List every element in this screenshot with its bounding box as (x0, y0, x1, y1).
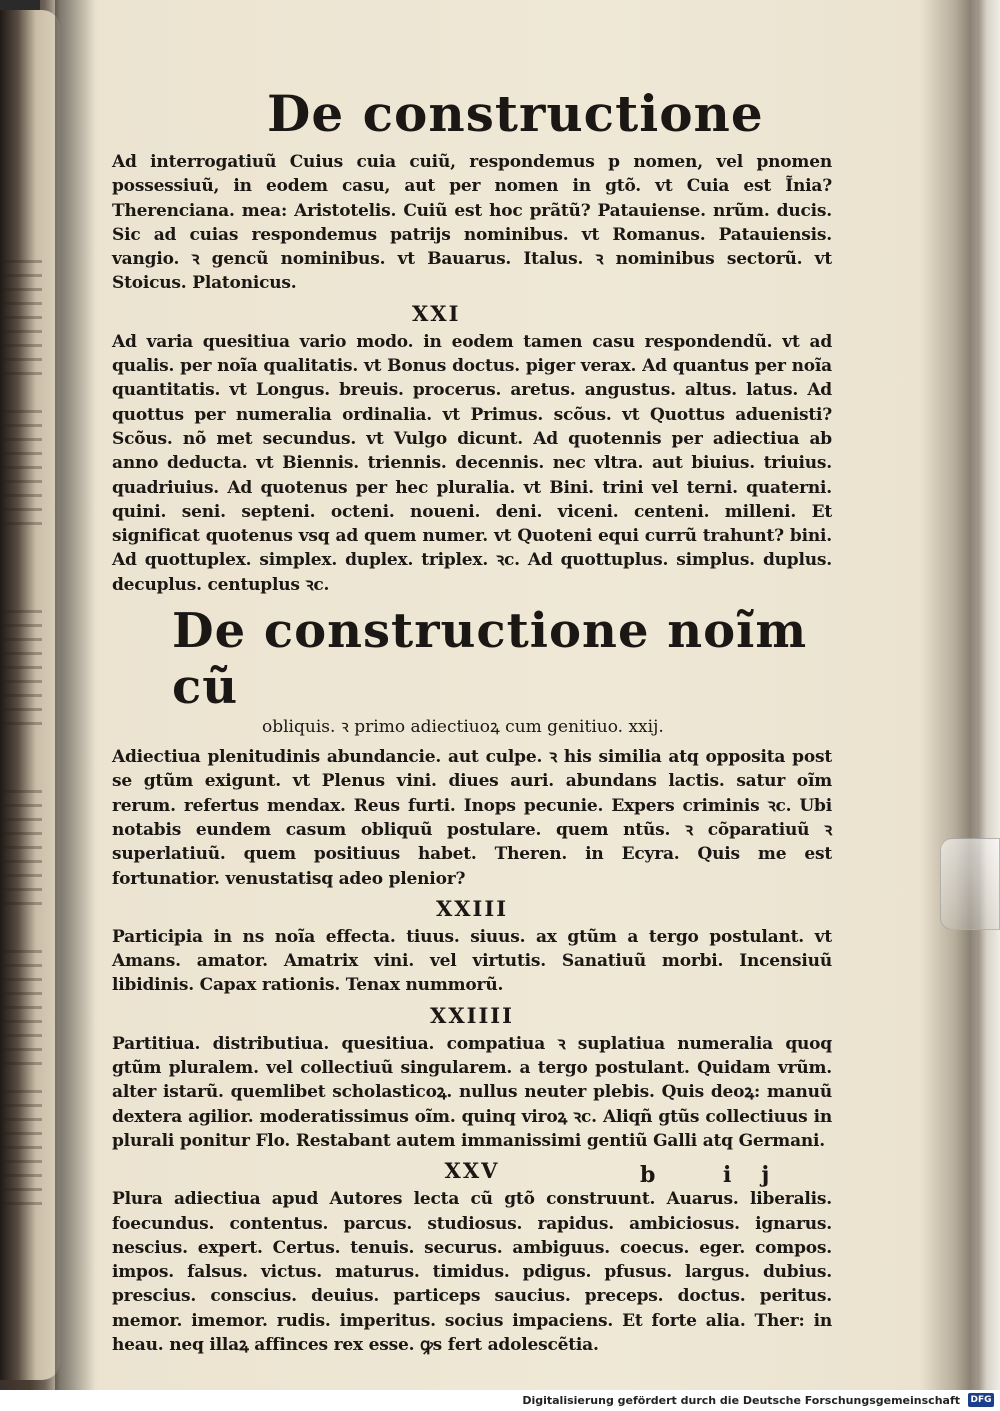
signature-mark: b ij (640, 1162, 800, 1188)
dfg-logo: DFG (968, 1393, 994, 1407)
paragraph: Ad interrogatiuũ Cuius cuia cuiũ, respondemus p nomen, vel pnomen possessiuũ, in eodem casu, aut per nomen in gtõ. vt Cuia est Ĩnia? Therenciana. mea: Aristotelis. Cuiũ est hoc prãtũ? Patauiense. nrũm. ducis. Sic ad cuias respondemus patrijs nominibus. vt Romanus. Patauiensis. vangio. ꝛ gencũ nominibus. vt Bauarus. Italus. ꝛ nominibus sectorũ. vt Stoicus. Platonicus. (112, 152, 832, 294)
paragraph: Participia in ns noĩa effecta. tiuus. siuus. ax gtũm a tergo postulant. vt Amans. amator. Amatrix vini. vel virtutis. Sanatiuũ morbi. Incensiuũ libidinis. Capax rationis. Tenax nummorũ. (112, 926, 832, 996)
page-clip (940, 838, 1000, 930)
section-number: XXIII (435, 895, 509, 921)
paragraph: Plura adiectiua apud Autores lecta cũ gtõ construunt. Auarus. liberalis. foecundus. contentus. parcus. studiosus. rapidus. ambiciosus. ignarus. nescius. expert. Certus. tenuis. securus. ambiguus. coecus. eger. compos. impos. falsus. victus. maturus. timidus. pdigus. pfusus. largus. dubius. prescius. conscius. deuius. particeps saucius. preceps. doctus. peritus. memor. imemor. rudis. imperitus. socius impaciens. Et forte alia. Ther: in heau. neq illaꝝ affinces rex esse. ꝙs fert adolescẽtia. (112, 1189, 832, 1355)
paragraph: Partitiua. distributiua. quesitiua. compatiua ꝛ suplatiua numeralia quoq gtũm pluralem. vel collectiuũ singularem. a tergo postulant. Quidam vrũm. alter istarũ. quemlibet scholasticoꝝ. nullus neuter plebis. Quis deoꝝ: manuũ dextera agilior. moderatissimus oĩm. quinq viroꝝ ꝛc. Aliqñ gtũs collectiuus in plurali ponitur Flo. Restabant autem immanissimi gentiũ Galli atq Germani. (112, 1033, 832, 1151)
page-right-edge (978, 0, 1000, 1390)
heading-de-constructione-nominum: De constructione noĩm cũ (172, 603, 808, 716)
paragraph: Ad varia quesitiua vario modo. in eodem tamen casu respondendũ. vt ad qualis. per noĩa qualitatis. vt Bonus doctus. piger verax. Ad quantus per noĩa quantitatis. vt Longus. breuis. procerus. aretus. angustus. altus. latus. Ad quottus per numeralia ordinalia. vt Primus. scõus. vt Quottus aduenisti? Scõus. nõ met secundus. vt Vulgo dicunt. Ad quotennis per adiectiua ab anno deducta. vt Biennis. triennis. decennis. nec vltra. aut biuius. triuius. quadriuius. Ad quotenus per hec pluralia. vt Bini. trini vel terni. quaterni. quini. seni. septeni. octeni. noueni. deni. viceni. centeni. milleni. Et significat quotenus vsq ad quem numer. vt Quoteni equi currũ trahunt? bini. Ad quottuplex. simplex. duplex. triplex. ꝛc. Ad quottuplus. simplus. duplus. decuplus. centuplus ꝛc. (112, 331, 832, 595)
facing-page-edge (0, 10, 60, 1380)
spine-shadow (55, 0, 95, 1390)
paragraph: Adiectiua plenitudinis abundancie. aut culpe. ꝛ his similia atq opposita post se gtũm exigunt. vt Plenus vini. diues auri. abundans lactis. satur oĩm rerum. refertus mendax. Reus furti. Inops pecunie. Expers criminis ꝛc. Ubi notabis eundem casum obliquũ postulare. quem ntũs. ꝛ cõparatiuũ ꝛ superlatiuũ. quem positiuus habet. Theren. in Ecyra. Quis me est fortunatior. venustatisq adeo plenior? (112, 747, 832, 889)
section-number: XXI (412, 300, 461, 326)
facing-text-fragment (2, 1090, 42, 1210)
section-number: XXV (444, 1158, 500, 1184)
subheading: obliquis. ꝛ primo adiectiuoꝝ cum genitiuo. xxij. (262, 717, 664, 738)
facing-text-fragment (2, 610, 42, 730)
heading-de-constructione: De constructione (267, 84, 764, 143)
facing-text-fragment (2, 950, 42, 1070)
facing-text-fragment (2, 790, 42, 910)
facing-text-fragment (2, 410, 42, 530)
facing-text-fragment (2, 260, 42, 380)
section-number: XXIIII (430, 1002, 514, 1028)
footer-bar (0, 1390, 1000, 1411)
funding-notice: Digitalisierung gefördert durch die Deutsche Forschungsgemeinschaft (522, 1394, 960, 1407)
